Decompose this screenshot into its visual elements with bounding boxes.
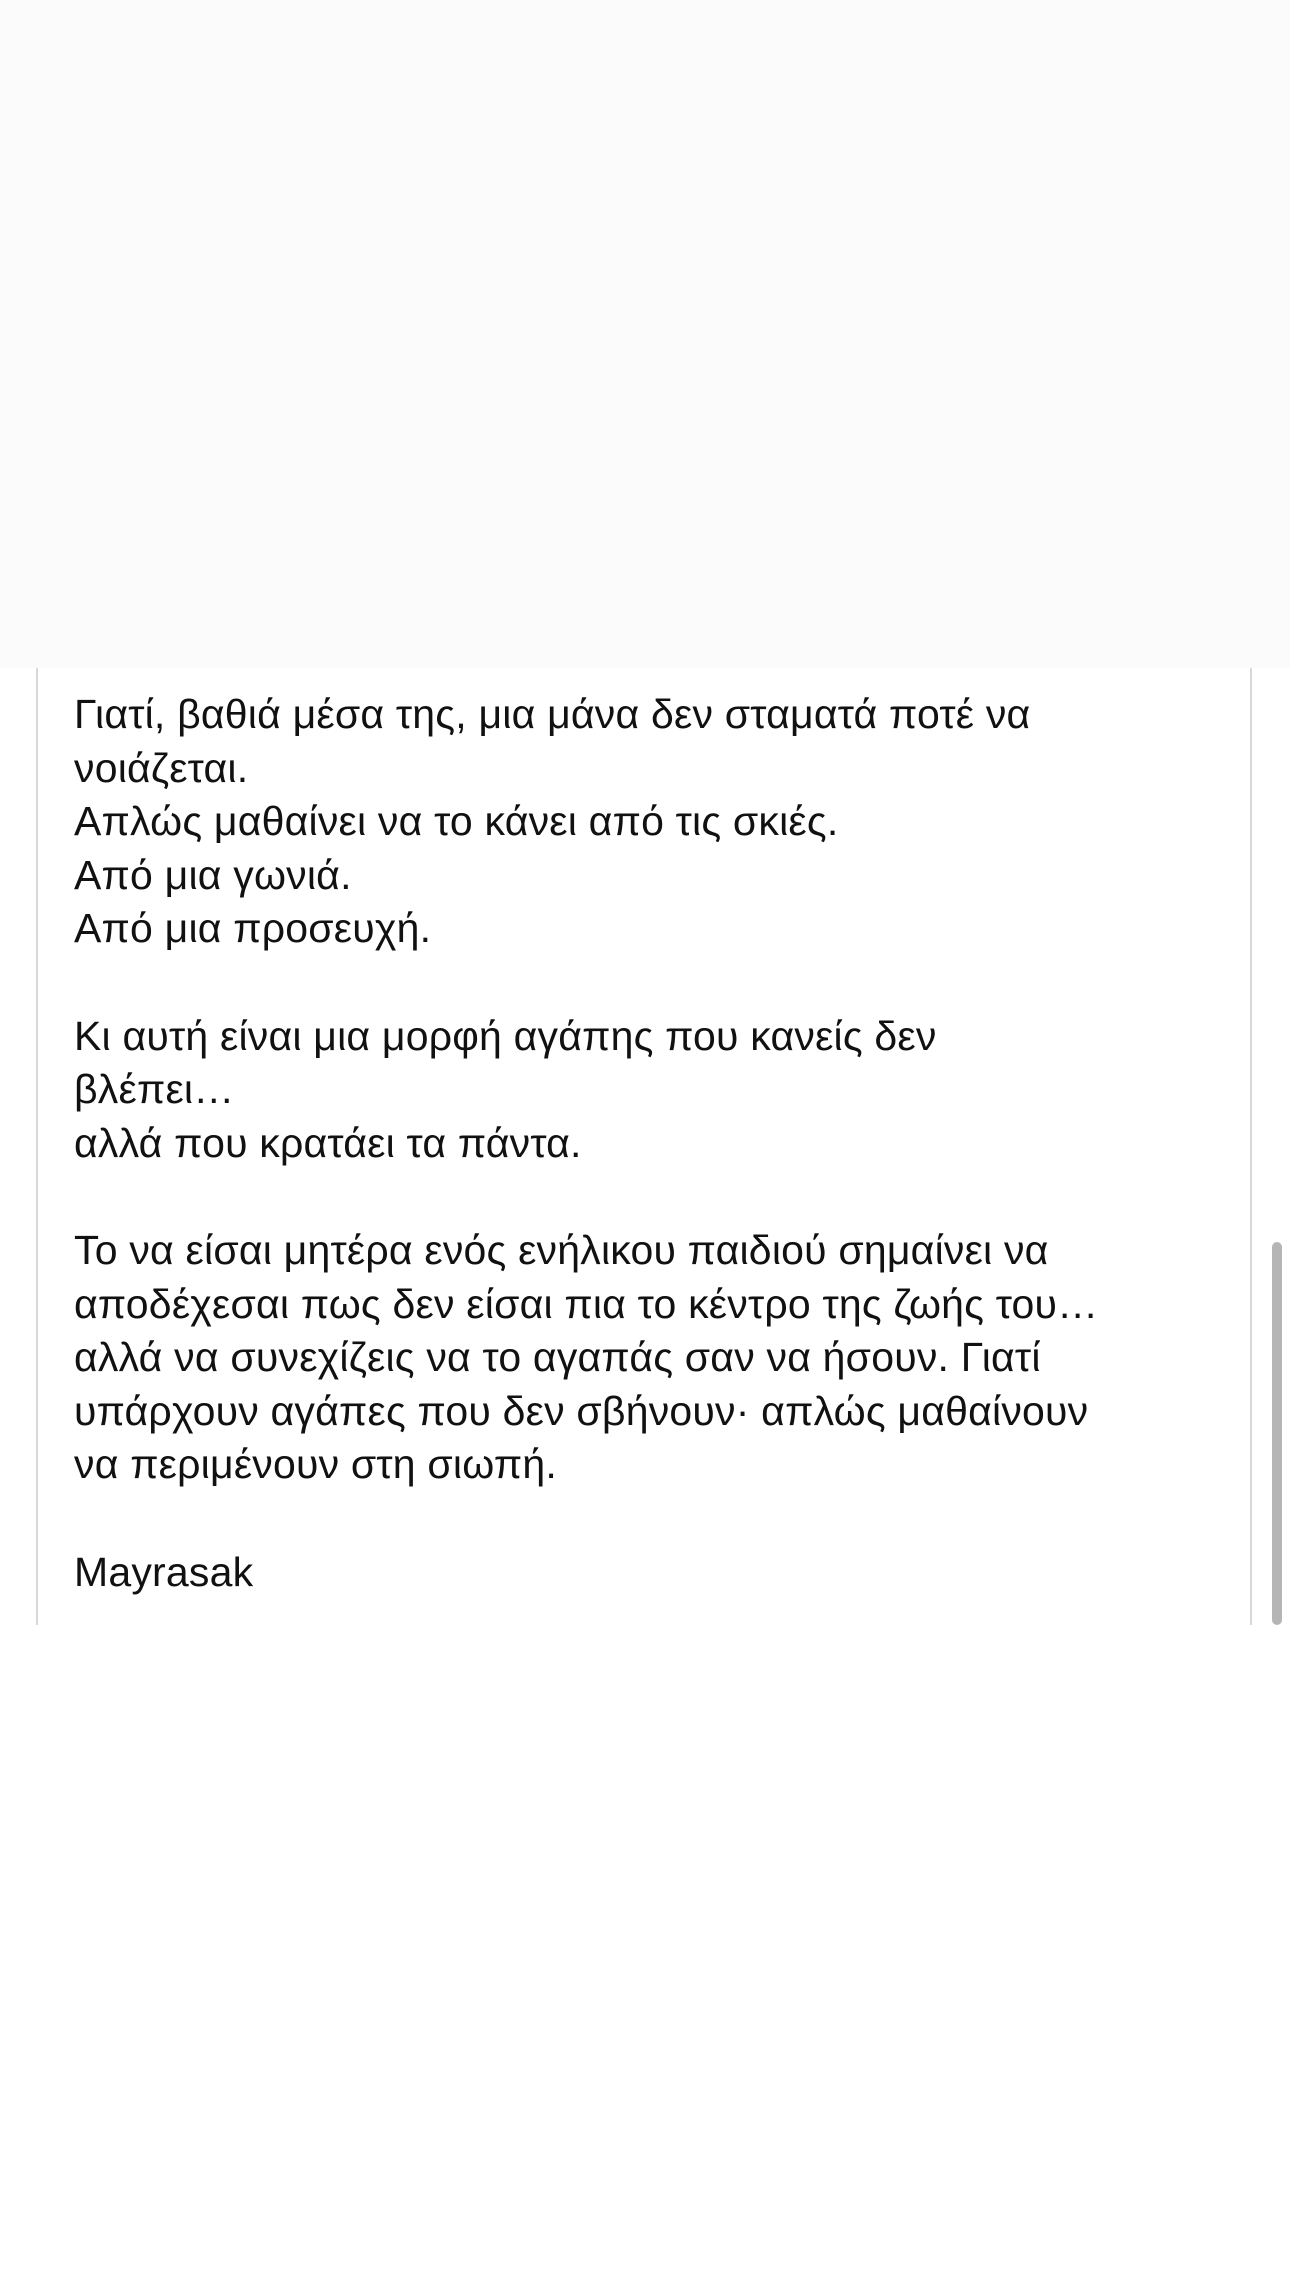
text-line: Κι αυτή είναι μια μορφή αγάπης που κανείς δεν: [74, 1012, 937, 1059]
text-line: αποδέχεσαι πως δεν είσαι πια το κέντρο της ζωής του…: [74, 1280, 1099, 1327]
blank-line: [74, 1170, 1254, 1224]
text-line: Από μια γωνιά.: [74, 851, 352, 898]
text-line: αλλά να συνεχίζεις να το αγαπάς σαν να ήσουν. Γιατί: [74, 1334, 1041, 1381]
text-line: να περιμένουν στη σιωπή.: [74, 1441, 557, 1488]
blank-line: [74, 956, 1254, 1010]
text-line: Απλώς μαθαίνει να το κάνει από τις σκιές.: [74, 798, 839, 845]
text-line: Από μια προσευχή.: [74, 905, 432, 952]
blank-line: [74, 1492, 1254, 1546]
author-signature: Mayrasak: [74, 1548, 254, 1595]
text-line: υπάρχουν αγάπες που δεν σβήνουν· απλώς μαθαίνουν: [74, 1387, 1089, 1434]
text-line: Γιατί, βαθιά μέσα της, μια μάνα δεν σταματά ποτέ να: [74, 691, 1031, 737]
text-line: Το να είσαι μητέρα ενός ενήλικου παιδιού σημαίνει να: [74, 1226, 1049, 1273]
post-text-panel: [36, 668, 1252, 1625]
text-line: αλλά που κρατάει τα πάντα.: [74, 1119, 582, 1166]
text-line: νοιάζεται.: [74, 744, 249, 791]
scrollbar[interactable]: [1270, 668, 1284, 1625]
blank-top-area: [0, 0, 1290, 668]
text-line: βλέπει…: [74, 1066, 235, 1113]
post-body: [74, 688, 1254, 1599]
scrollbar-thumb[interactable]: [1272, 1242, 1282, 1625]
